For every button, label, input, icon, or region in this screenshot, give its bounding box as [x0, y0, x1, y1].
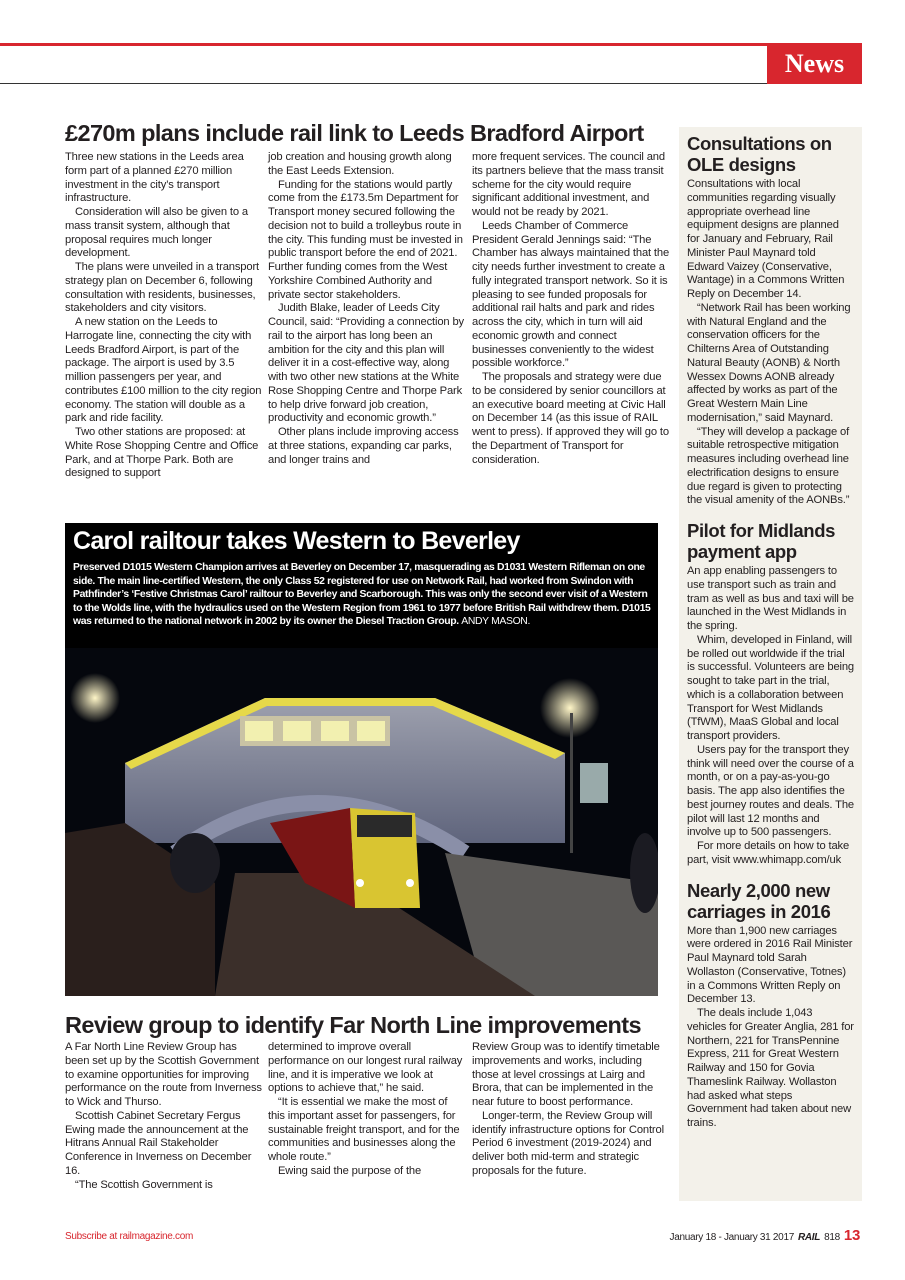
article2-col2: [268, 1041, 466, 1179]
paragraph: The deals include 1,043 vehicles for Greater Anglia, 281 for Northern, 221 for TransPennine Express, 211 for Great Western Railway and 150 for Govia Thameslink Railway. Wollaston had asked what steps Government had taken about new trains.: [687, 1007, 854, 1129]
paragraph: For more details on how to take part, visit www.whimapp.com/uk: [687, 840, 850, 866]
paragraph: A new station on the Leeds to Harrogate line, connecting the city with Leeds Bradford Airport, is part of the package. The airport is used by 3.5 million passengers per year, and contributes £100 million to the city region economy. The station will double as a park and ride facility.: [65, 316, 262, 425]
sidebar-story: [687, 178, 854, 508]
issue-number: 818: [824, 1232, 840, 1243]
sidebar-story: [687, 565, 854, 868]
photo-feature: [65, 523, 658, 996]
paragraph: Leeds Chamber of Commerce President Gerald Jennings said: “The Chamber has always maintained that the city needs further investment to create a fully integrated transport network. So it is pleasing to see funded proposals for additional rail halts and park and rides across the city, which in turn will aid economic growth and connect businesses conveniently to the widest possible workforce.”: [472, 219, 670, 370]
photo-credit: ANDY MASON.: [461, 616, 530, 628]
paragraph: “Network Rail has been working with Natural England and the conservation officers for the Chilterns Area of Outstanding Natural Beauty (AONB) & North Wessex Downs AONB already affected by works as part of the Great Western Main Line modernisation,” said Maynard.: [687, 301, 851, 424]
issue-date: January 18 - January 31 2017: [669, 1232, 794, 1243]
paragraph: The plans were unveiled in a transport strategy plan on December 6, following consultation with residents, businesses, stakeholders and city visitors.: [65, 261, 259, 315]
paragraph: job creation and housing growth along the East Leeds Extension.: [268, 151, 452, 177]
article2-headline: Review group to identify Far North Line improvements: [65, 1012, 641, 1038]
page-number: 13: [843, 1227, 860, 1244]
paragraph: Two other stations are proposed: at White Rose Shopping Centre and Office Park, and at Thorpe Park. Both are designed to support: [65, 426, 259, 480]
sidebar-headline: Pilot for Midlands payment app: [687, 520, 835, 562]
paragraph: “The Scottish Government is: [75, 1178, 213, 1191]
sidebar-headline: Consultations on OLE designs: [687, 133, 832, 175]
paragraph: Three new stations in the Leeds area form part of a planned £270 million investment in the city’s transport infrastructure.: [65, 151, 244, 205]
page-footer: [670, 1227, 861, 1244]
paragraph: Whim, developed in Finland, will be rolled out worldwide if the trial is successful. Volunteers are being sought to take part in the trial, which is a collaboration between Transport for West Midlands (TfWM), MaaS Global and local transport providers.: [687, 633, 855, 742]
section-tag: News: [767, 44, 862, 84]
paragraph: Ewing said the purpose of the: [278, 1164, 422, 1177]
paragraph: The proposals and strategy were due to be considered by senior councillors at an executive board meeting at Civic Hall on December 14 (as this issue of RAIL went to press). If approved they will go to the Department of Transport for consideration.: [472, 371, 669, 466]
subscribe-link[interactable]: Subscribe at railmagazine.com: [65, 1231, 194, 1242]
paragraph: Funding for the stations would partly come from the £173.5m Department for Transport money secured following the decision not to build a trolleybus route in the city. This funding must be invested in public transport before the end of 2021. Further funding comes from the West Yorkshire Combined Authority and private sector stakeholders.: [268, 178, 463, 301]
article1-col1: [65, 151, 263, 481]
sidebar-headline: Nearly 2,000 new carriages in 2016: [687, 879, 831, 922]
sidebar-story: [687, 925, 854, 1131]
article1-col3: [472, 151, 670, 467]
paragraph: Users pay for the transport they think will need over the course of a month, or on a pay-as-you-go basis. The app also identifies the best journey routes and deals. The pilot will last 12 months and involve up to 500 passengers.: [687, 743, 854, 839]
paragraph: An app enabling passengers to use transport such as train and tram as well as bus and taxi will be launched in the West Midlands in the spring.: [687, 565, 854, 632]
paragraph: Consideration will also be given to a mass transit system, although that proposal requires much longer development.: [65, 206, 248, 260]
paragraph: “It is essential we make the most of this important asset for passengers, for sustainable freight transport, and for the communities and businesses along the whole route.”: [268, 1096, 460, 1163]
photo-caption: [73, 561, 658, 629]
paragraph: Scottish Cabinet Secretary Fergus Ewing made the announcement at the Hitrans Annual Rail Stakeholder Conference in Inverness on December 16.: [65, 1109, 252, 1177]
paragraph: More than 1,900 new carriages were ordered in 2016 Rail Minister Paul Maynard told Sarah Wollaston (Conservative, Totnes) in a Commons Written Reply on December 13.: [687, 924, 853, 1006]
header-rule-red: [0, 43, 862, 46]
paragraph: “They will develop a package of suitable retrospective mitigation measures including overhead line electrification designs to ensure due regard is given to protecting the visual amenity of the AONBs.”: [687, 425, 850, 507]
paragraph: Other plans include improving access at three stations, expanding car parks, and longer trains and: [268, 426, 459, 466]
paragraph: determined to improve overall performance on our longest rural railway line, and it is imperative we look at options to achieve that,” he said.: [268, 1041, 463, 1095]
paragraph: Review Group was to identify timetable improvements and works, including those at level crossings at Lairg and Brora, that can be implemented in the near future to boost performance.: [472, 1041, 660, 1108]
paragraph: A Far North Line Review Group has been set up by the Scottish Government to examine opportunities for improving performance on the route from Inverness to Wick and Thurso.: [65, 1041, 262, 1108]
magazine-name: RAIL: [797, 1232, 821, 1243]
photo-headline: Carol railtour takes Western to Beverley: [73, 527, 520, 555]
article1-headline: £270m plans include rail link to Leeds Bradford Airport: [65, 120, 644, 146]
article1-col2: [268, 151, 466, 467]
article2-col1: [65, 1041, 263, 1192]
paragraph: Consultations with local communities regarding visually appropriate overhead line equipment designs are planned for January and February, Rail Minister Paul Maynard told Edward Vaizey (Conservative, Wantage) in a Commons Written Reply on December 14.: [687, 178, 845, 300]
header-rule: [0, 83, 862, 84]
caption-text: Preserved D1015 Western Champion arrives at Beverley on December 17, masquerading as D1031 Western Rifleman on one side. The main line-certified Western, the only Class 52 registered for use on Network Rail, had worked from Swindon with Pathfinder’s ‘Festive Christmas Carol’ railtour to Beverley and Scarborough. This was only the second ever visit of a Western to the Wolds line, with the hydraulics used on the Western Region from 1961 to 1977 before British Rail withdrew them. D1015 was returned to the national network in 2002 by its owner the Diesel Traction Group.: [73, 562, 651, 628]
news-sidebar: [679, 127, 862, 1201]
paragraph: more frequent services. The council and its partners believe that the mass transit scheme for the city would require significant additional investment, and would not be ready by 2021.: [472, 151, 665, 218]
article2-col3: [472, 1041, 670, 1179]
paragraph: Judith Blake, leader of Leeds City Council, said: “Providing a connection by rail to the airport has long been an ambition for the city and this plan will deliver it in a cost-effective way, along with two other new stations at the White Rose Shopping Centre and Thorpe Park to help drive forward job creation, productivity and economic growth.”: [268, 302, 464, 425]
paragraph: Longer-term, the Review Group will identify infrastructure options for Control Period 6 investment (2019-2024) and deliver both mid-term and strategic proposals for the future.: [472, 1109, 664, 1177]
